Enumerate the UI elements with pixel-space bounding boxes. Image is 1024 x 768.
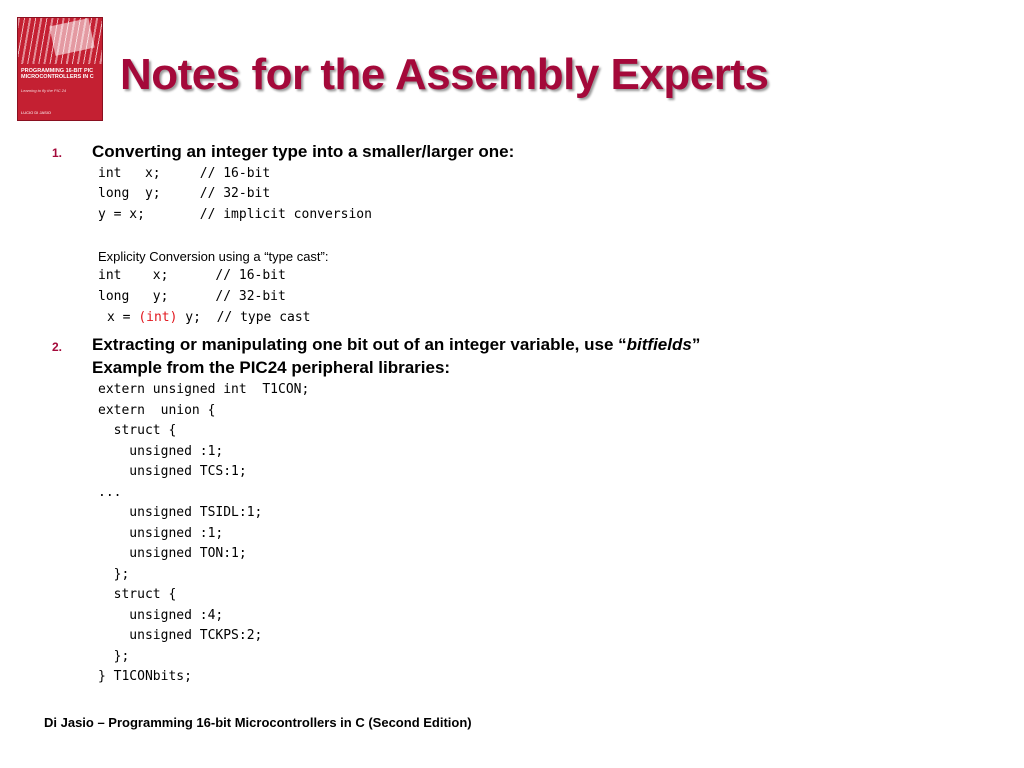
code-line: struct { — [98, 423, 177, 438]
cover-author: LUCIO DI JASIO — [21, 110, 52, 115]
cast-suffix: y; // type cast — [177, 310, 311, 325]
code-line: }; — [98, 649, 130, 664]
book-cover-image — [17, 17, 103, 121]
cast-code-line — [107, 310, 311, 326]
cover-title: PROGRAMMING 16-BIT PIC MICROCONTROLLERS IN C — [21, 68, 94, 80]
cast-prefix: x = — [107, 310, 139, 325]
item-1-heading: Converting an integer type into a smaller/larger one: — [92, 142, 515, 161]
code-line: struct { — [98, 587, 177, 602]
bitfields-emphasis: bitfields — [626, 335, 692, 354]
item-2-subheading: Example from the PIC24 peripheral libraries: — [92, 358, 451, 377]
code-line: long y; // 32-bit — [98, 186, 271, 201]
code-line: unsigned :4; — [98, 608, 224, 623]
type-cast-highlight: (int) — [138, 310, 178, 325]
code-line: ... — [98, 485, 122, 500]
code-line: }; — [98, 567, 130, 582]
code-line: y = x; // implicit conversion — [98, 207, 372, 222]
item-2-number: 2. — [52, 340, 63, 354]
item-2-heading-text: Extracting or manipulating one bit out of an integer variable, use “ — [92, 335, 627, 354]
code-line: unsigned TSIDL:1; — [98, 505, 263, 520]
code-line: int x; // 16-bit — [98, 166, 271, 181]
explicit-conversion-label: Explicity Conversion using a “type cast”: — [98, 249, 329, 264]
code-line: unsigned :1; — [98, 526, 224, 541]
footer-citation: Di Jasio – Programming 16-bit Microcontrollers in C (Second Edition) — [44, 715, 472, 730]
code-line: unsigned :1; — [98, 444, 224, 459]
code-line: extern unsigned int T1CON; — [98, 382, 310, 397]
slide-title: Notes for the Assembly Experts — [120, 50, 769, 99]
code-line: unsigned TCS:1; — [98, 464, 247, 479]
code-line: unsigned TCKPS:2; — [98, 628, 263, 643]
code-line: unsigned TON:1; — [98, 546, 247, 561]
item-2-heading-close: ” — [691, 335, 701, 354]
code-line: int x; // 16-bit — [98, 268, 286, 283]
code-line: } T1CONbits; — [98, 669, 192, 684]
item-1-number: 1. — [52, 146, 63, 160]
code-line: long y; // 32-bit — [98, 289, 286, 304]
item-2-heading — [92, 335, 700, 355]
cover-subtitle: Learning to fly the PIC 24 — [21, 88, 67, 93]
code-line: extern union { — [98, 403, 216, 418]
